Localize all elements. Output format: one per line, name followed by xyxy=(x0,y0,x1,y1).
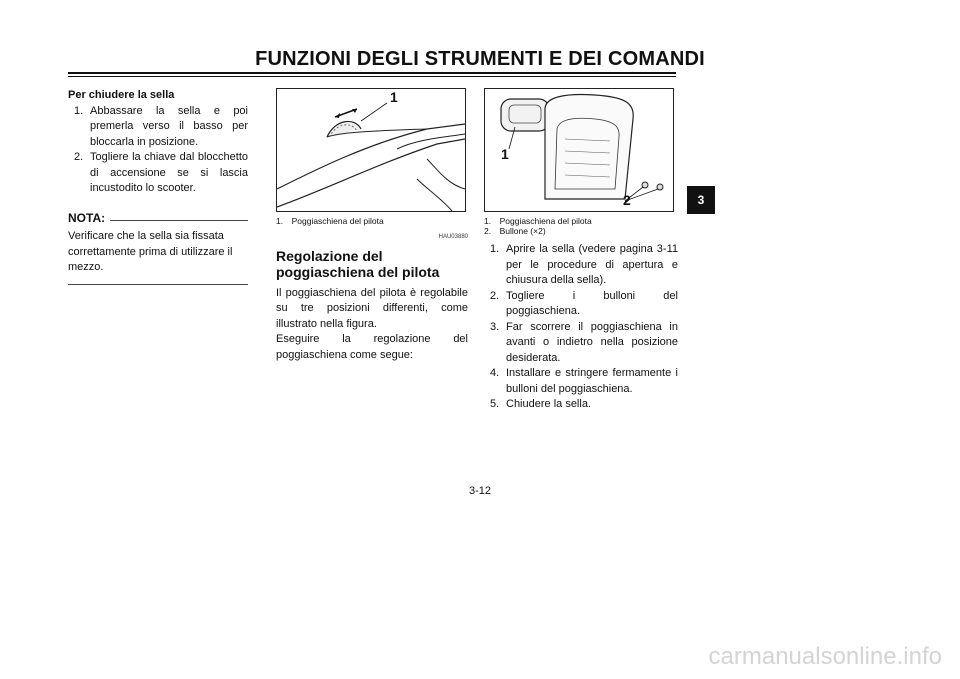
backrest-steps xyxy=(484,242,678,413)
chapter-tab xyxy=(687,186,715,214)
note-block xyxy=(68,211,248,285)
figure-callout-2: 2 xyxy=(623,192,631,208)
list-item: 4. Installare e stringere fermamente i bulloni del poggiaschiena. xyxy=(490,367,678,395)
page-number: 3-12 xyxy=(468,485,492,497)
column-middle xyxy=(276,88,468,363)
column-left xyxy=(68,88,248,285)
backrest-figure xyxy=(276,88,466,212)
header-rule xyxy=(68,72,676,74)
list-item: 2. Togliere la chiave dal blocchetto di accensione se si lascia incustodito lo scooter. xyxy=(74,151,248,194)
caption-line-2: 2. Bullone (×2) xyxy=(484,226,546,236)
caption-line-1: 1. Poggiaschiena del pilota xyxy=(484,216,592,226)
figure-caption: 1. Poggiaschiena del pilota xyxy=(276,216,384,226)
paragraph: Il poggiaschiena del pilota è regolabile su tre posizioni differenti, come illustrato nella figura. xyxy=(276,286,468,330)
note-text: Verificare che la sella sia fissata correttamente prima di utilizzare il mezzo. xyxy=(68,230,233,273)
section-code: HAU03880 xyxy=(438,234,468,240)
close-seat-heading: Per chiudere la sella xyxy=(68,89,175,101)
bolts-figure xyxy=(484,88,674,212)
list-item: 5. Chiudere la sella. xyxy=(490,398,591,410)
note-label: NOTA: xyxy=(68,210,106,225)
paragraph: Eseguire la regolazione del poggiaschiena come segue: xyxy=(276,333,468,361)
note-rule xyxy=(110,220,248,221)
note-end-rule xyxy=(68,284,248,285)
seat-underside-illustration xyxy=(485,89,673,211)
list-item: 1. Aprire la sella (vedere pagina 3-11 per le procedure di apertura e chiusura della sella). xyxy=(490,243,678,286)
list-item: 2. Togliere i bulloni del poggiaschiena. xyxy=(490,289,678,317)
page-title: FUNZIONI DEGLI STRUMENTI E DEI COMANDI xyxy=(255,48,705,70)
figure-caption xyxy=(484,216,678,236)
figure-callout-1: 1 xyxy=(390,89,398,105)
scooter-rear-illustration xyxy=(277,89,465,211)
list-item: 1. Abbassare la sella e poi premerla verso il basso per bloccarla in posizione. xyxy=(74,104,248,148)
close-seat-steps xyxy=(68,104,248,197)
column-right xyxy=(484,88,678,413)
watermark: carmanualsonline.info xyxy=(708,643,942,670)
chapter-tab-number: 3 xyxy=(697,193,705,207)
list-item: 3. Far scorrere il poggiaschiena in avanti o indietro nella posizione desiderata. xyxy=(490,320,678,364)
header-rule-thin xyxy=(68,76,676,77)
figure-callout-1: 1 xyxy=(501,146,509,162)
section-title: Regolazione del poggiaschiena del pilota xyxy=(276,247,440,280)
